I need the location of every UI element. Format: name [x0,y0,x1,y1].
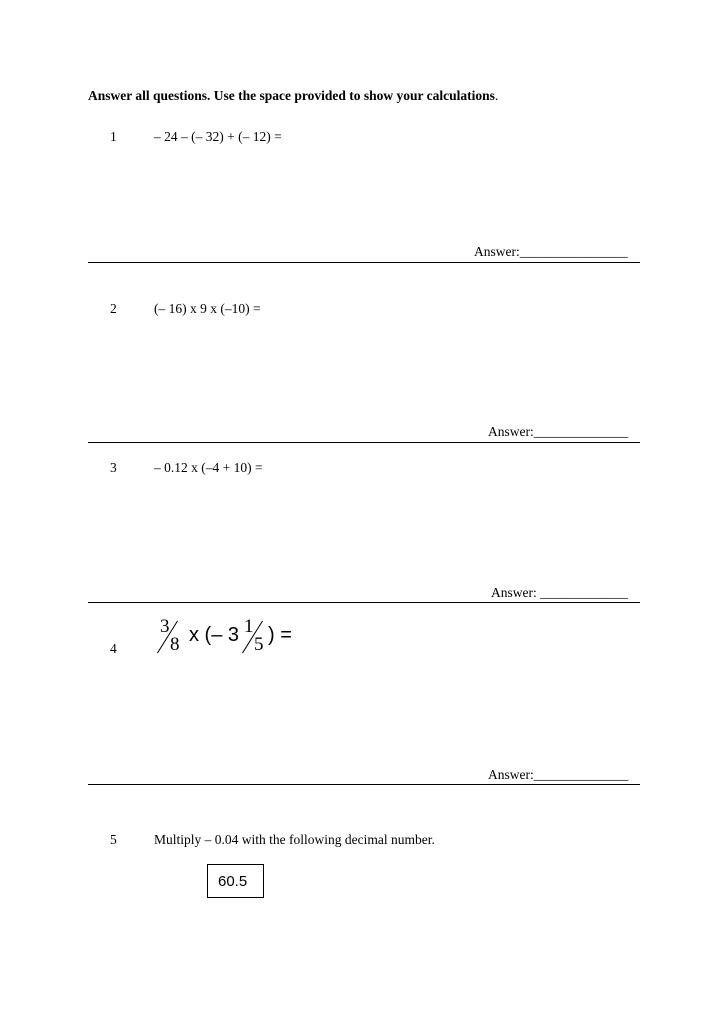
question-2-divider [88,442,640,443]
question-1-answer-line: Answer:________________ [474,244,628,259]
question-5-text: Multiply – 0.04 with the following decimal number. [154,832,435,847]
question-4-divider [88,784,640,785]
question-3-text: – 0.12 x (–4 + 10) = [154,460,263,475]
fraction-three-eighths [154,618,184,656]
decimal-number-box: 60.5 [207,864,264,898]
question-4-number: 4 [110,641,117,656]
question-1-divider [88,262,640,263]
question-4-expression [154,618,314,658]
instructions-period: . [494,88,499,103]
fraction-1-numerator: 3 [160,616,170,637]
question-4-end-text: ) = [268,624,292,646]
question-4-answer-line: Answer:______________ [488,767,629,782]
question-2-text: (– 16) x 9 x (–10) = [154,301,261,316]
fraction-one-fifth [240,618,270,656]
instructions-text: Answer all questions. Use the space provided to show your calculations [88,88,495,103]
instructions [88,88,498,104]
fraction-1-denominator: 8 [170,634,180,655]
question-1-number: 1 [110,129,117,144]
question-4-mid-text: x (– 3 [189,624,240,646]
question-1-text: – 24 – (– 32) + (– 12) = [154,129,282,144]
question-3-number: 3 [110,460,117,475]
fraction-2-numerator: 1 [244,616,254,637]
question-2-answer-line: Answer:______________ [488,424,629,439]
question-3-divider [88,602,640,603]
question-3-answer-line: Answer: _____________ [491,585,628,600]
question-2-number: 2 [110,301,117,316]
fraction-2-denominator: 5 [254,634,264,655]
question-5-number: 5 [110,832,117,847]
